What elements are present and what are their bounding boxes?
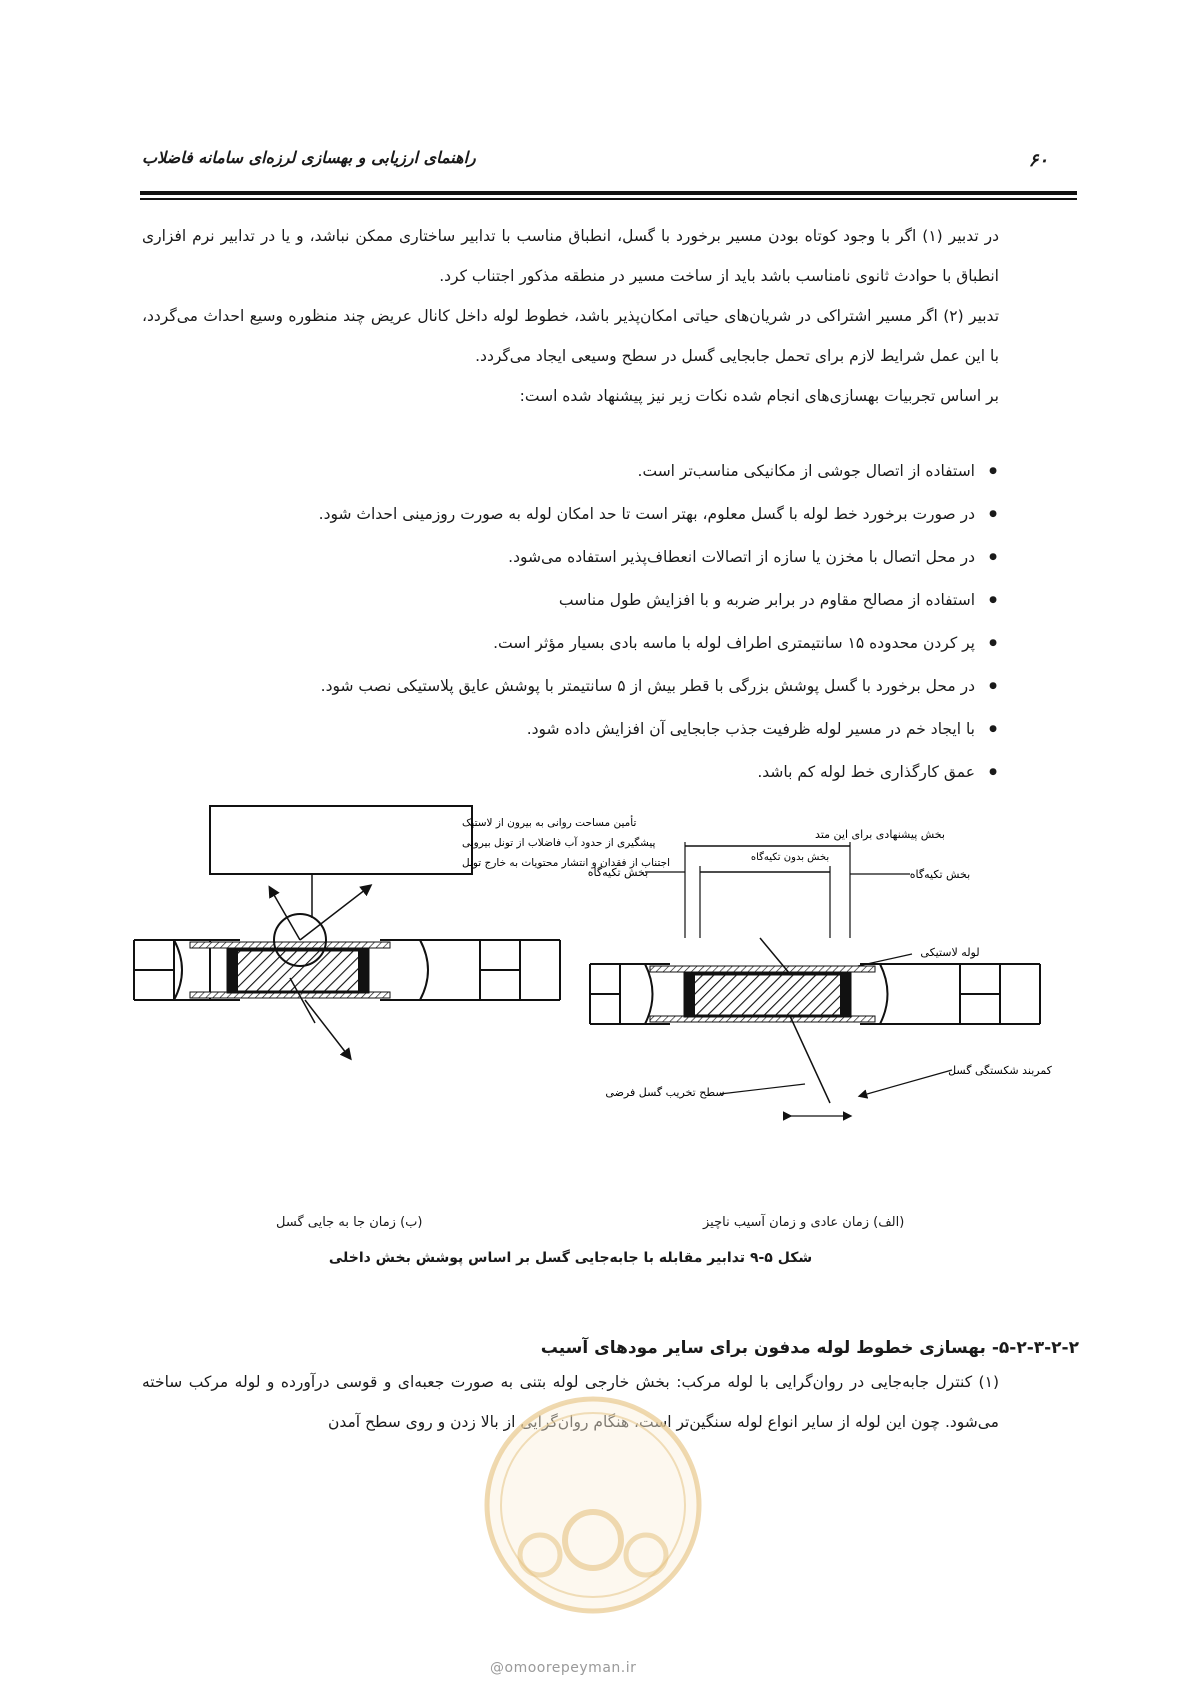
- annotation-line-2: پیشگیری از حدود آب فاضلاب از تونل بیرونی: [462, 837, 656, 849]
- annotation-line-1: تأمین مساحت روانی به بیرون از لاستیک: [462, 817, 637, 829]
- header-rule-thin: [140, 198, 1077, 200]
- figure-title: شکل ۵-۹ تدابیر مقابله با جابه‌جایی گسل بر اساس پوشش بخش داخلی: [328, 1250, 813, 1266]
- annotation-box: [210, 806, 472, 874]
- watermark-logo: [478, 1390, 708, 1620]
- list-item: ● در محل برخورد با گسل پوشش بزرگی با قطر بیش از ۵ سانتیمتر با پوشش عایق پلاستیکی نصب شود.: [142, 665, 999, 708]
- caption-b: (ب) زمان جا به جایی گسل: [276, 1215, 423, 1230]
- label-fracture-belt: کمربند شکستگی گسل: [948, 1064, 1052, 1077]
- fault-displacement-figure: [140, 817, 1080, 1188]
- right-diagram: [588, 828, 1053, 1116]
- recommendations-list: [142, 450, 999, 794]
- running-header-title: راهنمای ارزیابی و بهسازی لرزه‌ای سامانه فاضلاب: [142, 148, 476, 167]
- paragraph-experience: بر اساس تجربیات بهسازی‌های انجام شده نکات زیر نیز پیشنهاد شده است:: [519, 387, 999, 405]
- section-paragraph-text: (۱) کنترل جابه‌جایی در روان‌گرایی با لوله مرکب: بخش خارجی لوله بتنی به صورت جعبه‌ای و قوسی درآورده و لوله مرکب ساخته می‌شود. چون این لوله از سایر انواع لوله سنگین‌تر است، هنگام روان‌گرایی از بالا زدن و روی سطح آمدن: [142, 1373, 999, 1431]
- list-item: ● با ایجاد خم در مسیر لوله ظرفیت جذب جابجایی آن افزایش داده شود.: [142, 708, 999, 751]
- label-unsupported-section: بخش بدون تکیه‌گاه: [750, 852, 830, 863]
- paragraph-measure-1: در تدبیر (۱) اگر با وجود کوتاه بودن مسیر برخورد با گسل، انطباق مناسب با تدابیر ساختاری ممکن نباشد، و یا در تدابیر نرم افزاری انطباق با حوادث ثانوی نامناسب باشد باید از ساخت مسیر در منطقه مذکور اجتناب کرد.: [142, 227, 999, 285]
- annotation-line-3: اجتناب از فقدان و انتشار محتویات به خارج تونل: [462, 857, 671, 869]
- list-item: ● پر کردن محدوده ۱۵ سانتیمتری اطراف لوله با ماسه بادی بسیار مؤثر است.: [142, 622, 999, 665]
- label-rubber-pipe: لوله لاستیکی: [920, 946, 980, 959]
- label-support-section-right: بخش تکیه‌گاه: [909, 868, 971, 881]
- label-support-section-left: بخش تکیه‌گاه: [587, 866, 649, 879]
- footer-url: @omoorepeyman.ir: [490, 1660, 637, 1676]
- intro-paragraphs: [142, 216, 999, 416]
- list-item: ● استفاده از مصالح مقاوم در برابر ضربه و با افزایش طول مناسب: [142, 579, 999, 622]
- label-fault-surface: سطح تخریب گسل فرضی: [605, 1086, 725, 1099]
- list-item: ● عمق کارگذاری خط لوله کم باشد.: [142, 751, 999, 794]
- caption-a: (الف) زمان عادی و زمان آسیب ناچیز: [703, 1215, 905, 1230]
- section-heading: ۵-۲-۳-۲-۲- بهسازی خطوط لوله مدفون برای سایر مودهای آسیب: [540, 1338, 1079, 1358]
- list-item: ● در صورت برخورد خط لوله با گسل معلوم، بهتر است تا حد امکان لوله به صورت روزمینی احداث شود.: [142, 493, 999, 536]
- list-item: ● در محل اتصال با مخزن یا سازه از اتصالات انعطاف‌پذیر استفاده می‌شود.: [142, 536, 999, 579]
- list-item: ● استفاده از اتصال جوشی از مکانیکی مناسب‌تر است.: [142, 450, 999, 493]
- page-number: ۶۰: [1028, 150, 1048, 171]
- header-rule-thick: [140, 191, 1077, 195]
- label-proposed-section: بخش پیشنهادی برای این متد: [815, 828, 945, 841]
- paragraph-measure-2: تدبیر (۲) اگر مسیر اشتراکی در شریان‌های حیاتی امکان‌پذیر باشد، خطوط لوله داخل کانال عریض چند منظوره وسیع احداث می‌گردد، با این عمل شرایط لازم برای تحمل جابجایی گسل در سطح وسیعی ایجاد می‌گردد.: [142, 307, 1000, 365]
